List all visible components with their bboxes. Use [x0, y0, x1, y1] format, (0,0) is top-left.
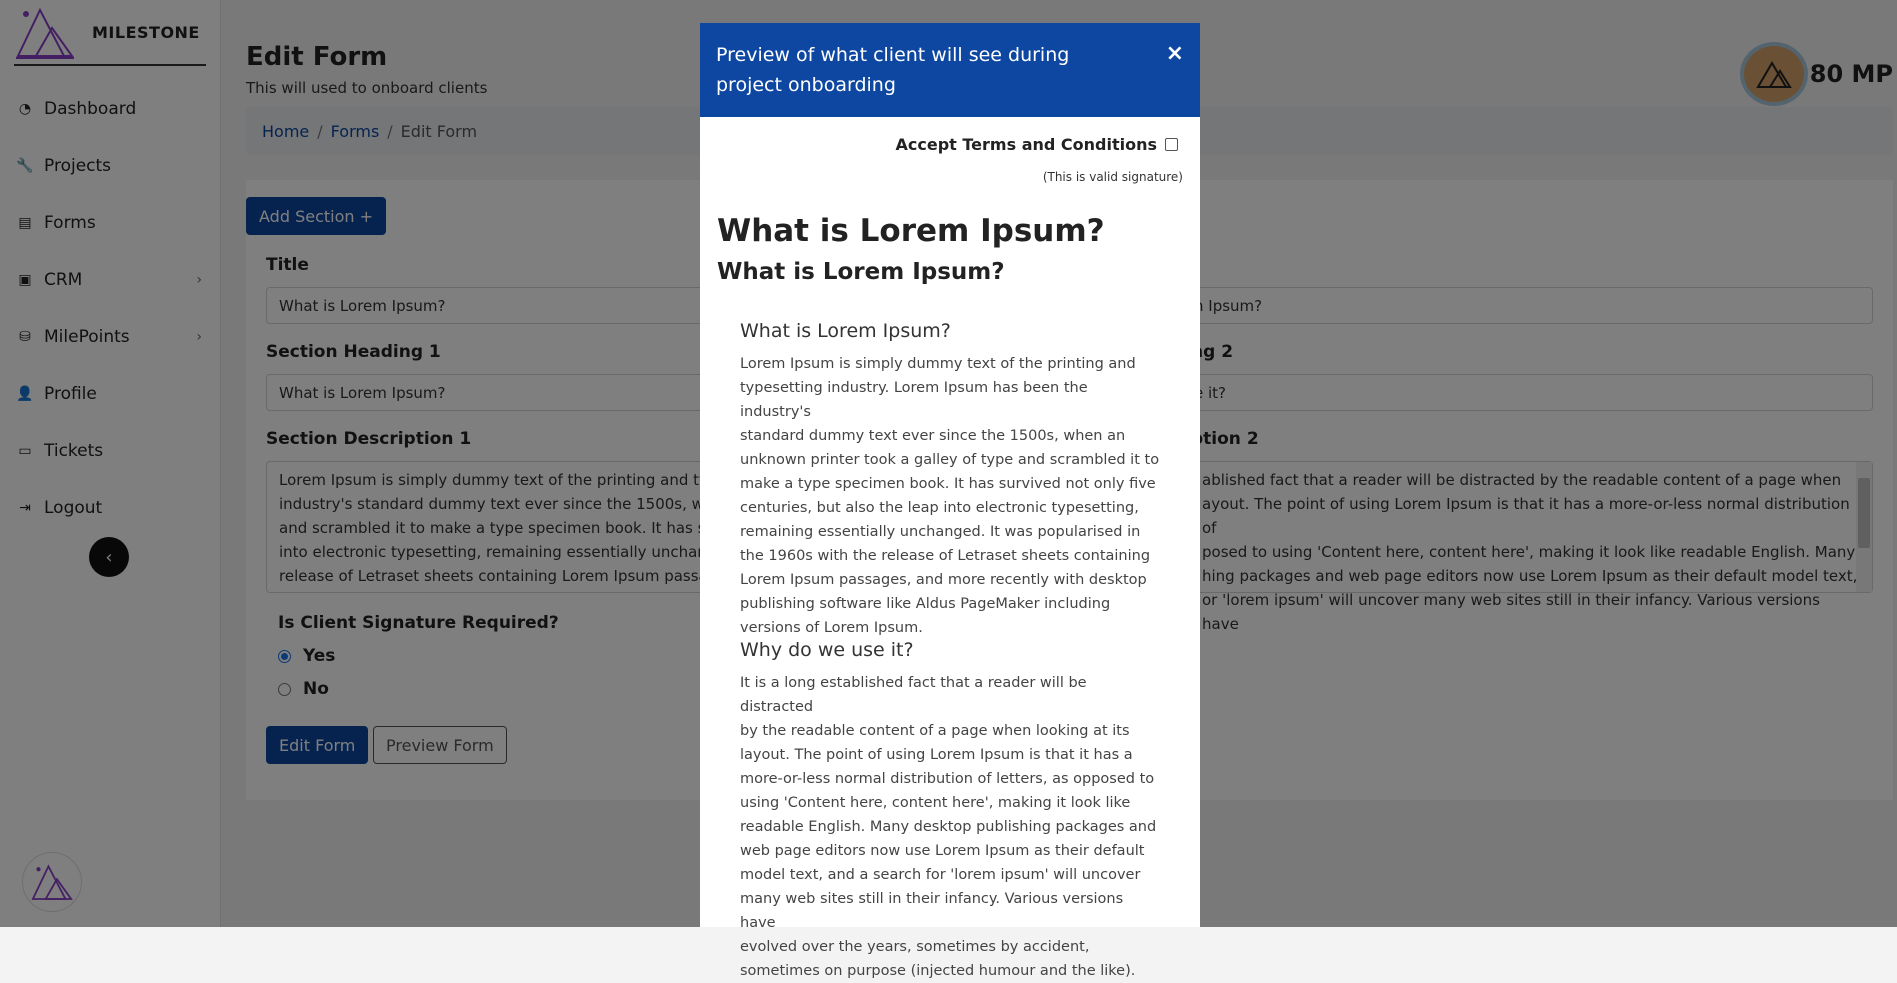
text-line: versions of Lorem Ipsum. [740, 620, 923, 636]
preview-section-2-heading: Why do we use it? [740, 639, 914, 661]
preview-section-1-text [740, 352, 1160, 640]
text-line: publishing software like Aldus PageMaker including [740, 596, 1111, 612]
text-line: evolved over the years, sometimes by accident, [740, 939, 1090, 955]
text-line: readable English. Many desktop publishing packages and [740, 819, 1157, 835]
preview-section-2-text [740, 671, 1160, 983]
text-line: by the readable content of a page when looking at its [740, 723, 1130, 739]
text-line: more-or-less normal distribution of letters, as opposed to [740, 771, 1155, 787]
text-line: centuries, but also the leap into electronic typesetting, [740, 500, 1139, 516]
text-line: Lorem Ipsum is simply dummy text of the printing and [740, 356, 1136, 372]
preview-heading-1: What is Lorem Ipsum? [717, 213, 1105, 249]
text-line: the 1960s with the release of Letraset sheets containing [740, 548, 1151, 564]
modal-header [700, 23, 1200, 117]
text-line: It is a long established fact that a reader will be distracted [740, 675, 1087, 715]
close-icon[interactable]: × [1165, 41, 1184, 66]
text-line: unknown printer took a galley of type and scrambled it to [740, 452, 1160, 468]
text-line: layout. The point of using Lorem Ipsum is that it has a [740, 747, 1133, 763]
text-line: standard dummy text ever since the 1500s, when an [740, 428, 1126, 444]
text-line: many web sites still in their infancy. Various versions have [740, 891, 1124, 931]
text-line: using 'Content here, content here', making it look like [740, 795, 1131, 811]
accept-terms[interactable] [896, 135, 1178, 154]
text-line: remaining essentially unchanged. It was popularised in [740, 524, 1141, 540]
text-line: typesetting industry. Lorem Ipsum has been the industry's [740, 380, 1088, 420]
preview-section-1-heading: What is Lorem Ipsum? [740, 320, 951, 342]
text-line: Lorem Ipsum passages, and more recently with desktop [740, 572, 1147, 588]
valid-signature-note: (This is valid signature) [1042, 170, 1183, 184]
text-line: model text, and a search for 'lorem ipsum' will uncover [740, 867, 1141, 883]
modal-title: Preview of what client will see during project onboarding [716, 44, 1070, 96]
text-line: make a type specimen book. It has survived not only five [740, 476, 1156, 492]
preview-heading-2: What is Lorem Ipsum? [717, 259, 1005, 285]
text-line: sometimes on purpose (injected humour and the like). [740, 963, 1136, 979]
accept-terms-label: Accept Terms and Conditions [895, 135, 1157, 154]
accept-terms-checkbox[interactable] [1165, 138, 1178, 151]
preview-modal [700, 23, 1200, 979]
text-line: web page editors now use Lorem Ipsum as their default [740, 843, 1145, 859]
